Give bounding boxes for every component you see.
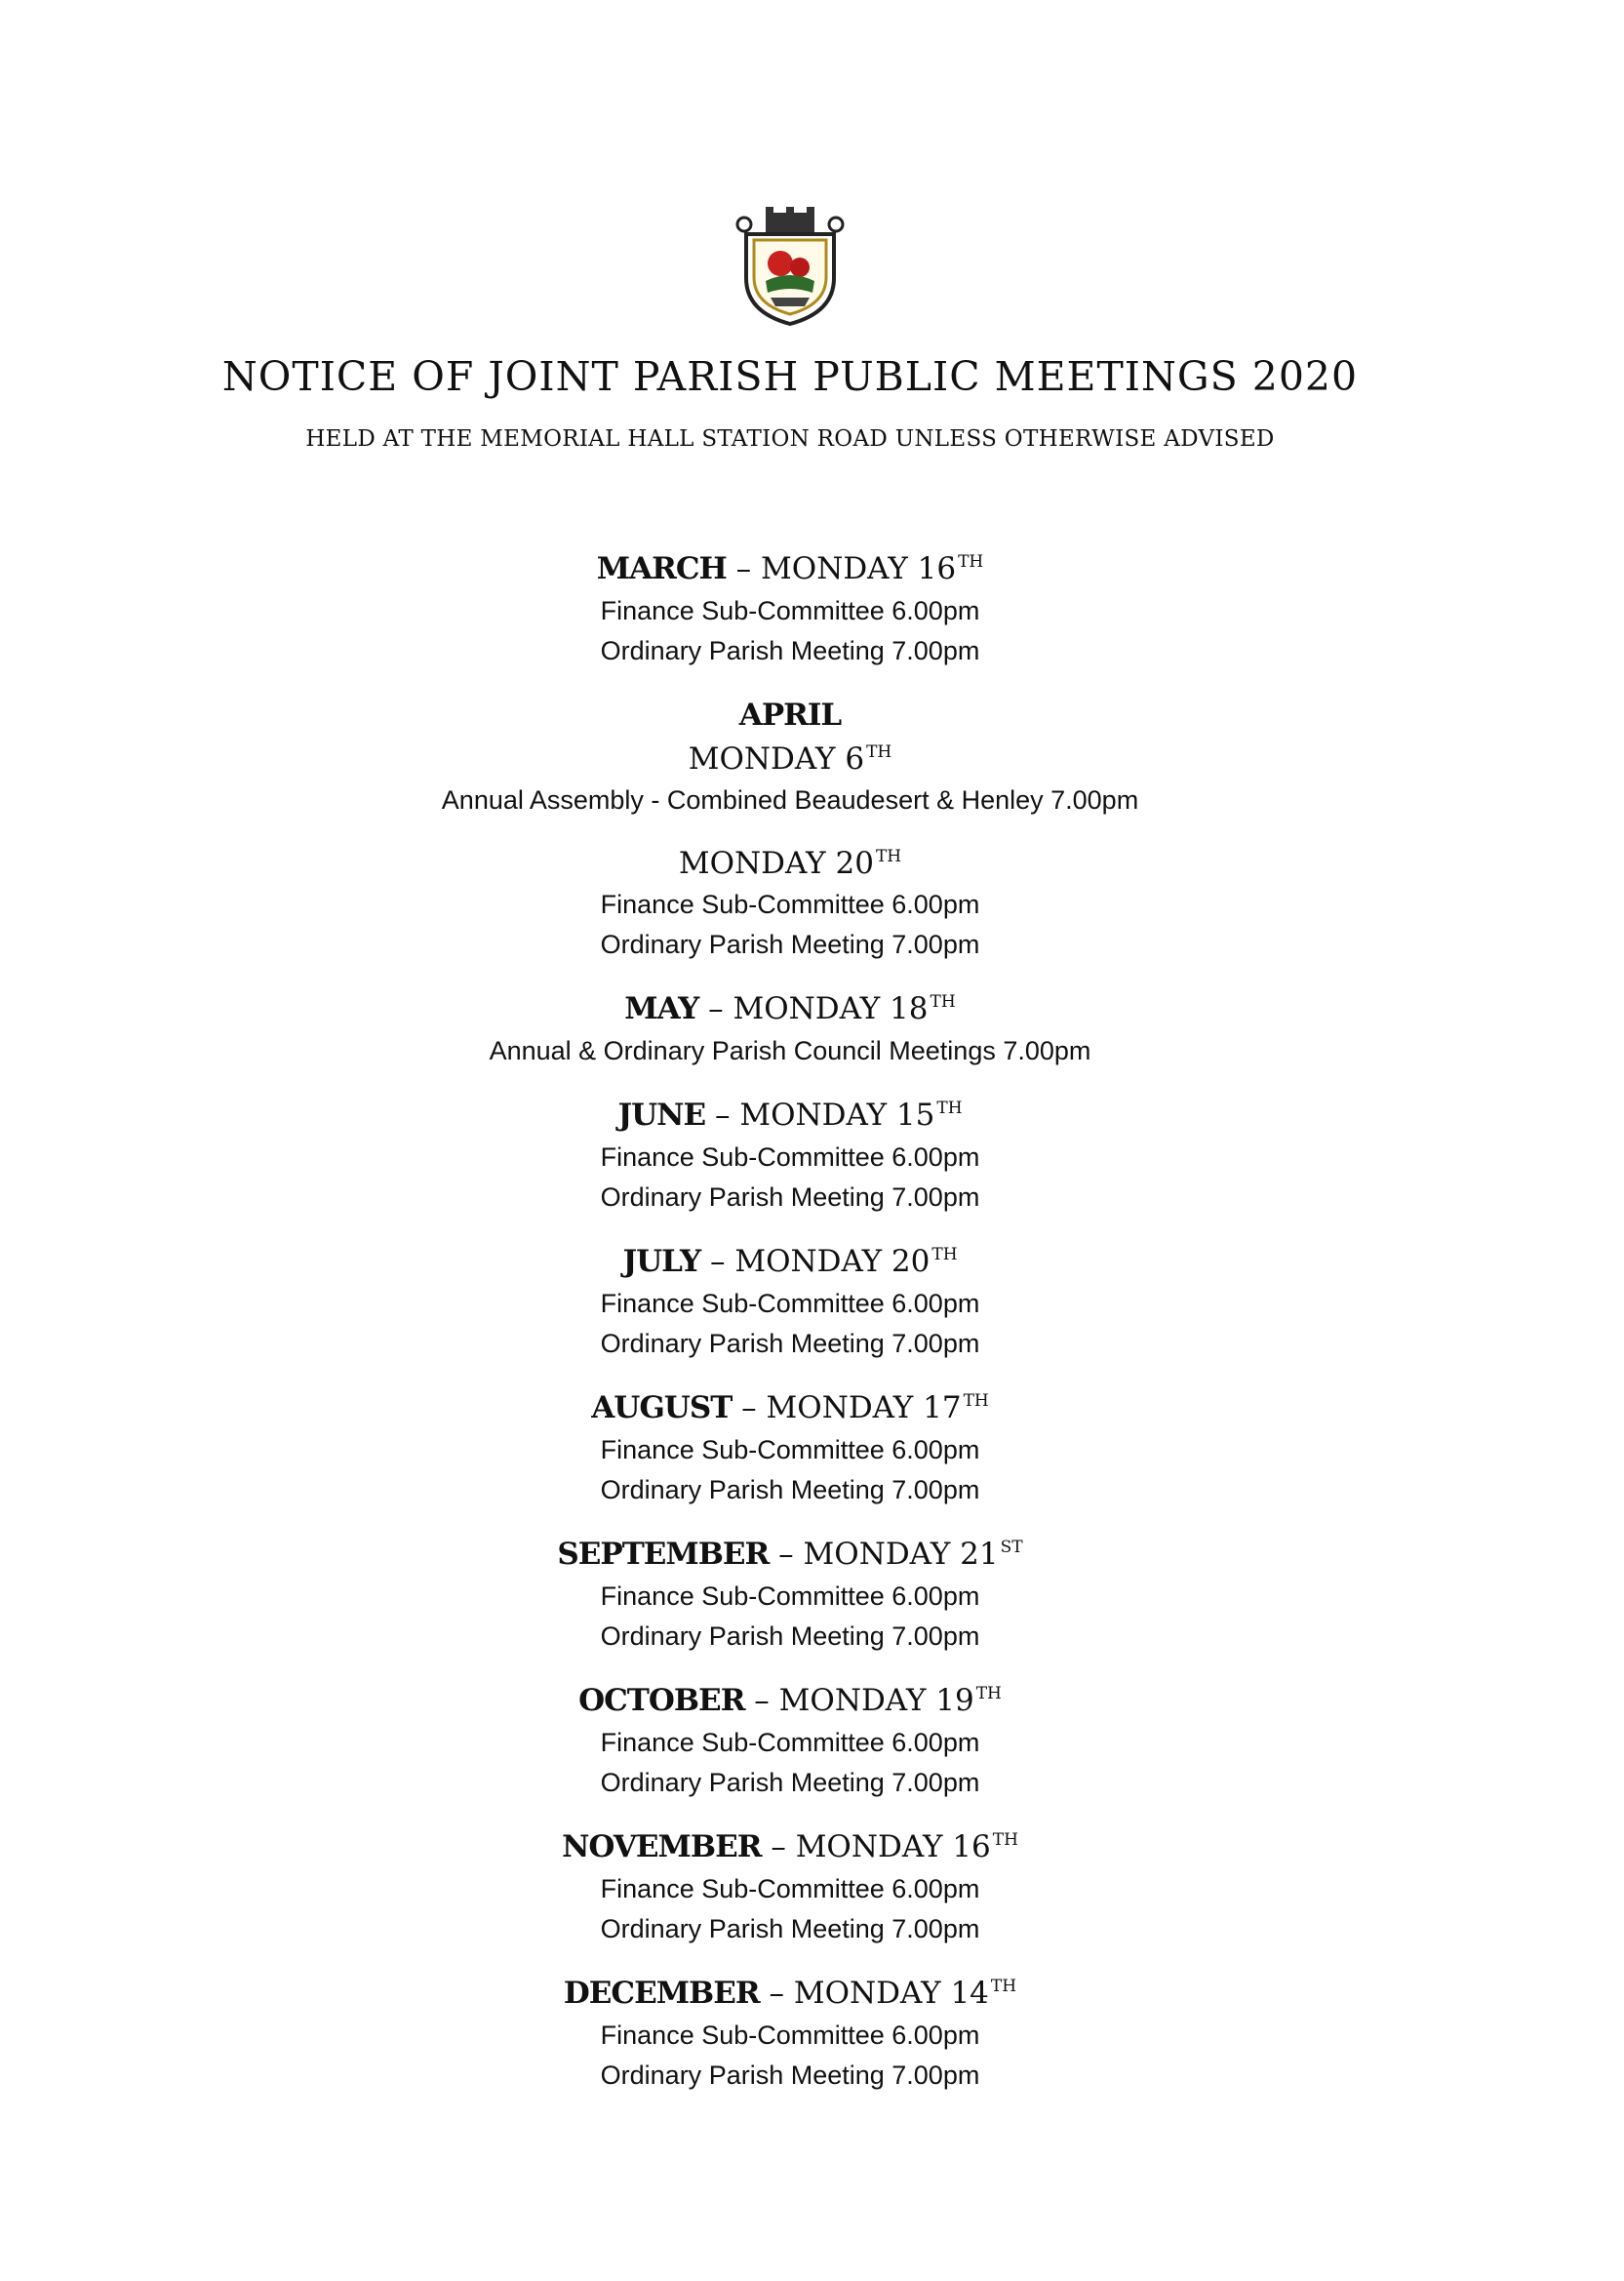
meeting-date: [0, 738, 1580, 780]
meeting-heading: [0, 1532, 1580, 1577]
separator: –: [761, 1829, 796, 1864]
meeting-heading: [0, 1678, 1580, 1723]
parish-crest-logo: [727, 205, 853, 332]
meeting-heading: [0, 1385, 1580, 1430]
meeting-entry: [0, 1678, 1580, 1803]
meeting-month: [0, 693, 1580, 738]
meeting-item: Finance Sub-Committee 6.00pm: [600, 1728, 980, 1757]
meeting-entry: [0, 1532, 1580, 1657]
month-name: JULY: [622, 1244, 701, 1279]
meeting-entry: [0, 1093, 1580, 1218]
separator: –: [759, 1976, 794, 2011]
meeting-item: Ordinary Parish Meeting 7.00pm: [600, 930, 980, 959]
date-suffix: TH: [875, 847, 902, 866]
meeting-item: Finance Sub-Committee 6.00pm: [600, 2021, 980, 2050]
meeting-day: MONDAY 15: [739, 1098, 935, 1133]
page-subtitle: HELD AT THE MEMORIAL HALL STATION ROAD UNLESS OTHERWISE ADVISED: [305, 426, 1275, 452]
meeting-day: MONDAY 16: [761, 551, 957, 586]
meeting-day: MONDAY 20: [734, 1244, 931, 1279]
meeting-item: Finance Sub-Committee 6.00pm: [600, 1581, 980, 1611]
separator: –: [705, 1098, 740, 1133]
date-suffix: TH: [958, 552, 984, 572]
meeting-item: Ordinary Parish Meeting 7.00pm: [600, 1768, 980, 1797]
meeting-item: Annual Assembly - Combined Beaudesert & Henley 7.00pm: [441, 785, 1139, 815]
month-name: AUGUST: [591, 1390, 733, 1425]
meeting-entry: [0, 1971, 1580, 2096]
meeting-schedule: [0, 546, 1580, 2117]
month-name: MAY: [624, 991, 699, 1026]
meeting-item: Ordinary Parish Meeting 7.00pm: [600, 1182, 980, 1212]
meeting-item: Ordinary Parish Meeting 7.00pm: [600, 2061, 980, 2090]
meeting-item: Finance Sub-Committee 6.00pm: [600, 1435, 980, 1464]
meeting-heading: [0, 546, 1580, 591]
meeting-item: Finance Sub-Committee 6.00pm: [600, 596, 980, 625]
meeting-entry: [0, 546, 1580, 671]
date-suffix: TH: [931, 1245, 958, 1264]
meeting-entry: [0, 693, 1580, 820]
meeting-item: Ordinary Parish Meeting 7.00pm: [600, 1621, 980, 1651]
meeting-item: Annual & Ordinary Parish Council Meetings 7.00pm: [489, 1036, 1091, 1065]
meeting-entry: [0, 1824, 1580, 1949]
separator: –: [732, 1390, 767, 1425]
meeting-heading: [0, 1824, 1580, 1869]
date-suffix: TH: [975, 1684, 1002, 1703]
separator: –: [698, 991, 733, 1026]
date-suffix: TH: [930, 992, 956, 1012]
meeting-item: Ordinary Parish Meeting 7.00pm: [600, 1329, 980, 1358]
month-name: MARCH: [596, 551, 727, 586]
month-name: APRIL: [738, 698, 842, 733]
meeting-heading: [0, 1239, 1580, 1284]
meeting-entry: [0, 986, 1580, 1071]
meeting-heading: [0, 1093, 1580, 1138]
month-name: SEPTEMBER: [557, 1537, 770, 1572]
meeting-entry: [0, 1239, 1580, 1364]
meeting-day: MONDAY 19: [778, 1683, 974, 1718]
meeting-day: MONDAY 18: [733, 991, 929, 1026]
meeting-item: Finance Sub-Committee 6.00pm: [600, 890, 980, 919]
meeting-day: MONDAY 17: [766, 1390, 962, 1425]
date-suffix: TH: [963, 1391, 989, 1411]
separator: –: [769, 1537, 804, 1572]
month-name: JUNE: [617, 1098, 706, 1133]
meeting-item: Finance Sub-Committee 6.00pm: [600, 1874, 980, 1903]
meeting-day: MONDAY 21: [803, 1537, 999, 1572]
meeting-entry: [0, 1385, 1580, 1510]
meeting-day: MONDAY 20: [678, 846, 874, 881]
month-name: NOVEMBER: [562, 1829, 762, 1864]
meeting-item: Ordinary Parish Meeting 7.00pm: [600, 1914, 980, 1943]
meeting-item: Ordinary Parish Meeting 7.00pm: [600, 1475, 980, 1504]
month-name: DECEMBER: [563, 1976, 760, 2011]
meeting-day: MONDAY 16: [795, 1829, 991, 1864]
date-suffix: ST: [1000, 1538, 1023, 1557]
meeting-day: MONDAY 6: [688, 741, 865, 777]
meeting-date: [0, 842, 1580, 885]
meeting-item: Ordinary Parish Meeting 7.00pm: [600, 636, 980, 665]
meeting-entry: [0, 842, 1580, 965]
meeting-item: Finance Sub-Committee 6.00pm: [600, 1142, 980, 1172]
separator: –: [726, 551, 762, 586]
date-suffix: TH: [866, 742, 892, 762]
meeting-heading: [0, 986, 1580, 1031]
month-name: OCTOBER: [578, 1683, 745, 1718]
meeting-heading: [0, 1971, 1580, 2016]
separator: –: [700, 1244, 735, 1279]
date-suffix: TH: [936, 1099, 963, 1118]
date-suffix: TH: [990, 1977, 1017, 1996]
page-title: NOTICE OF JOINT PARISH PUBLIC MEETINGS 2020: [221, 353, 1359, 400]
separator: –: [744, 1683, 779, 1718]
meeting-day: MONDAY 14: [793, 1976, 989, 2011]
meeting-item: Finance Sub-Committee 6.00pm: [600, 1289, 980, 1318]
date-suffix: TH: [992, 1830, 1018, 1850]
